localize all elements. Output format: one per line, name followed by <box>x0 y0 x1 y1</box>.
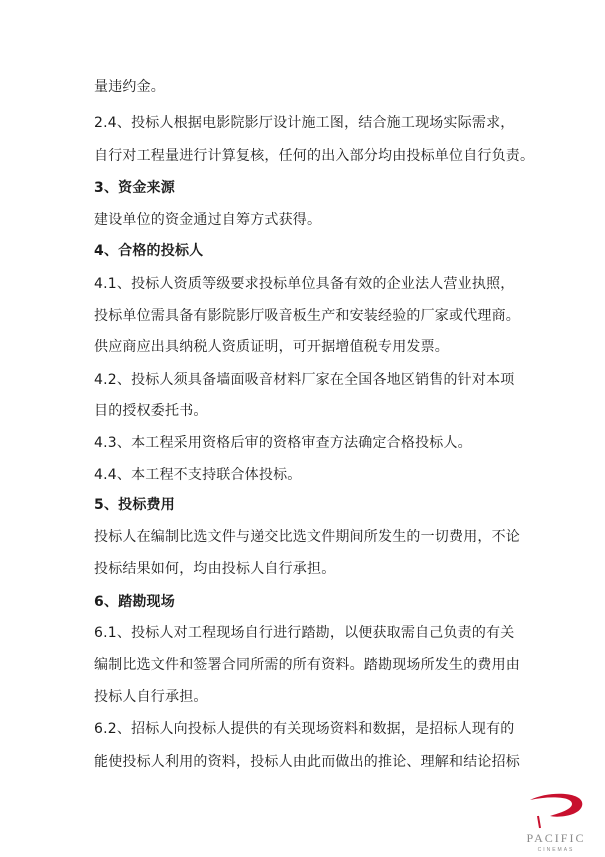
text-line: 供应商应出具纳税人资质证明，可开据增值税专用发票。 <box>94 339 449 355</box>
text-line: 2.4、投标人根据电影院影厅设计施工图，结合施工现场实际需求， <box>94 115 515 131</box>
pacific-cinemas-logo <box>516 792 596 854</box>
text-line: 自行对工程量进行计算复核，任何的出入部分均由投标单位自行负责。 <box>94 148 535 164</box>
text-line: 4.4、本工程不支持联合体投标。 <box>94 467 302 483</box>
text-line: 投标人自行承担。 <box>94 689 208 705</box>
text-line: 6.2、招标人向投标人提供的有关现场资料和数据，是招标人现有的 <box>94 721 515 737</box>
section-heading: 6、踏勘现场 <box>94 594 175 610</box>
text-line: 量违约金。 <box>94 79 165 95</box>
text-line: 投标单位需具备有影院影厅吸音板生产和安装经验的厂家或代理商。 <box>94 308 520 324</box>
logo-swoosh-icon <box>530 794 582 817</box>
text-line: 建设单位的资金通过自筹方式获得。 <box>94 212 322 228</box>
logo-sub-text: CINEMAS <box>537 847 575 853</box>
text-line: 编制比选文件和签署合同所需的所有资料。踏勘现场所发生的费用由 <box>94 657 520 673</box>
text-line: 4.3、本工程采用资格后审的资格审查方法确定合格投标人。 <box>94 435 472 451</box>
section-heading: 3、资金来源 <box>94 180 175 196</box>
section-heading: 4、合格的投标人 <box>94 243 204 259</box>
section-heading: 5、投标费用 <box>94 497 175 513</box>
text-line: 目的授权委托书。 <box>94 403 208 419</box>
text-line: 投标人在编制比选文件与递交比选文件期间所发生的一切费用，不论 <box>94 529 520 545</box>
text-line: 6.1、投标人对工程现场自行进行踏勘，以便获取需自己负责的有关 <box>94 625 515 641</box>
text-line: 投标结果如何，均由投标人自行承担。 <box>94 561 336 577</box>
text-line: 能使投标人利用的资料，投标人由此而做出的推论、理解和结论招标 <box>94 754 520 770</box>
text-line: 4.1、投标人资质等级要求投标单位具备有效的企业法人营业执照， <box>94 276 515 292</box>
text-line: 4.2、投标人须具备墙面吸音材料厂家在全国各地区销售的针对本项 <box>94 372 515 388</box>
logo-brand-text: PACIFIC <box>526 831 586 845</box>
